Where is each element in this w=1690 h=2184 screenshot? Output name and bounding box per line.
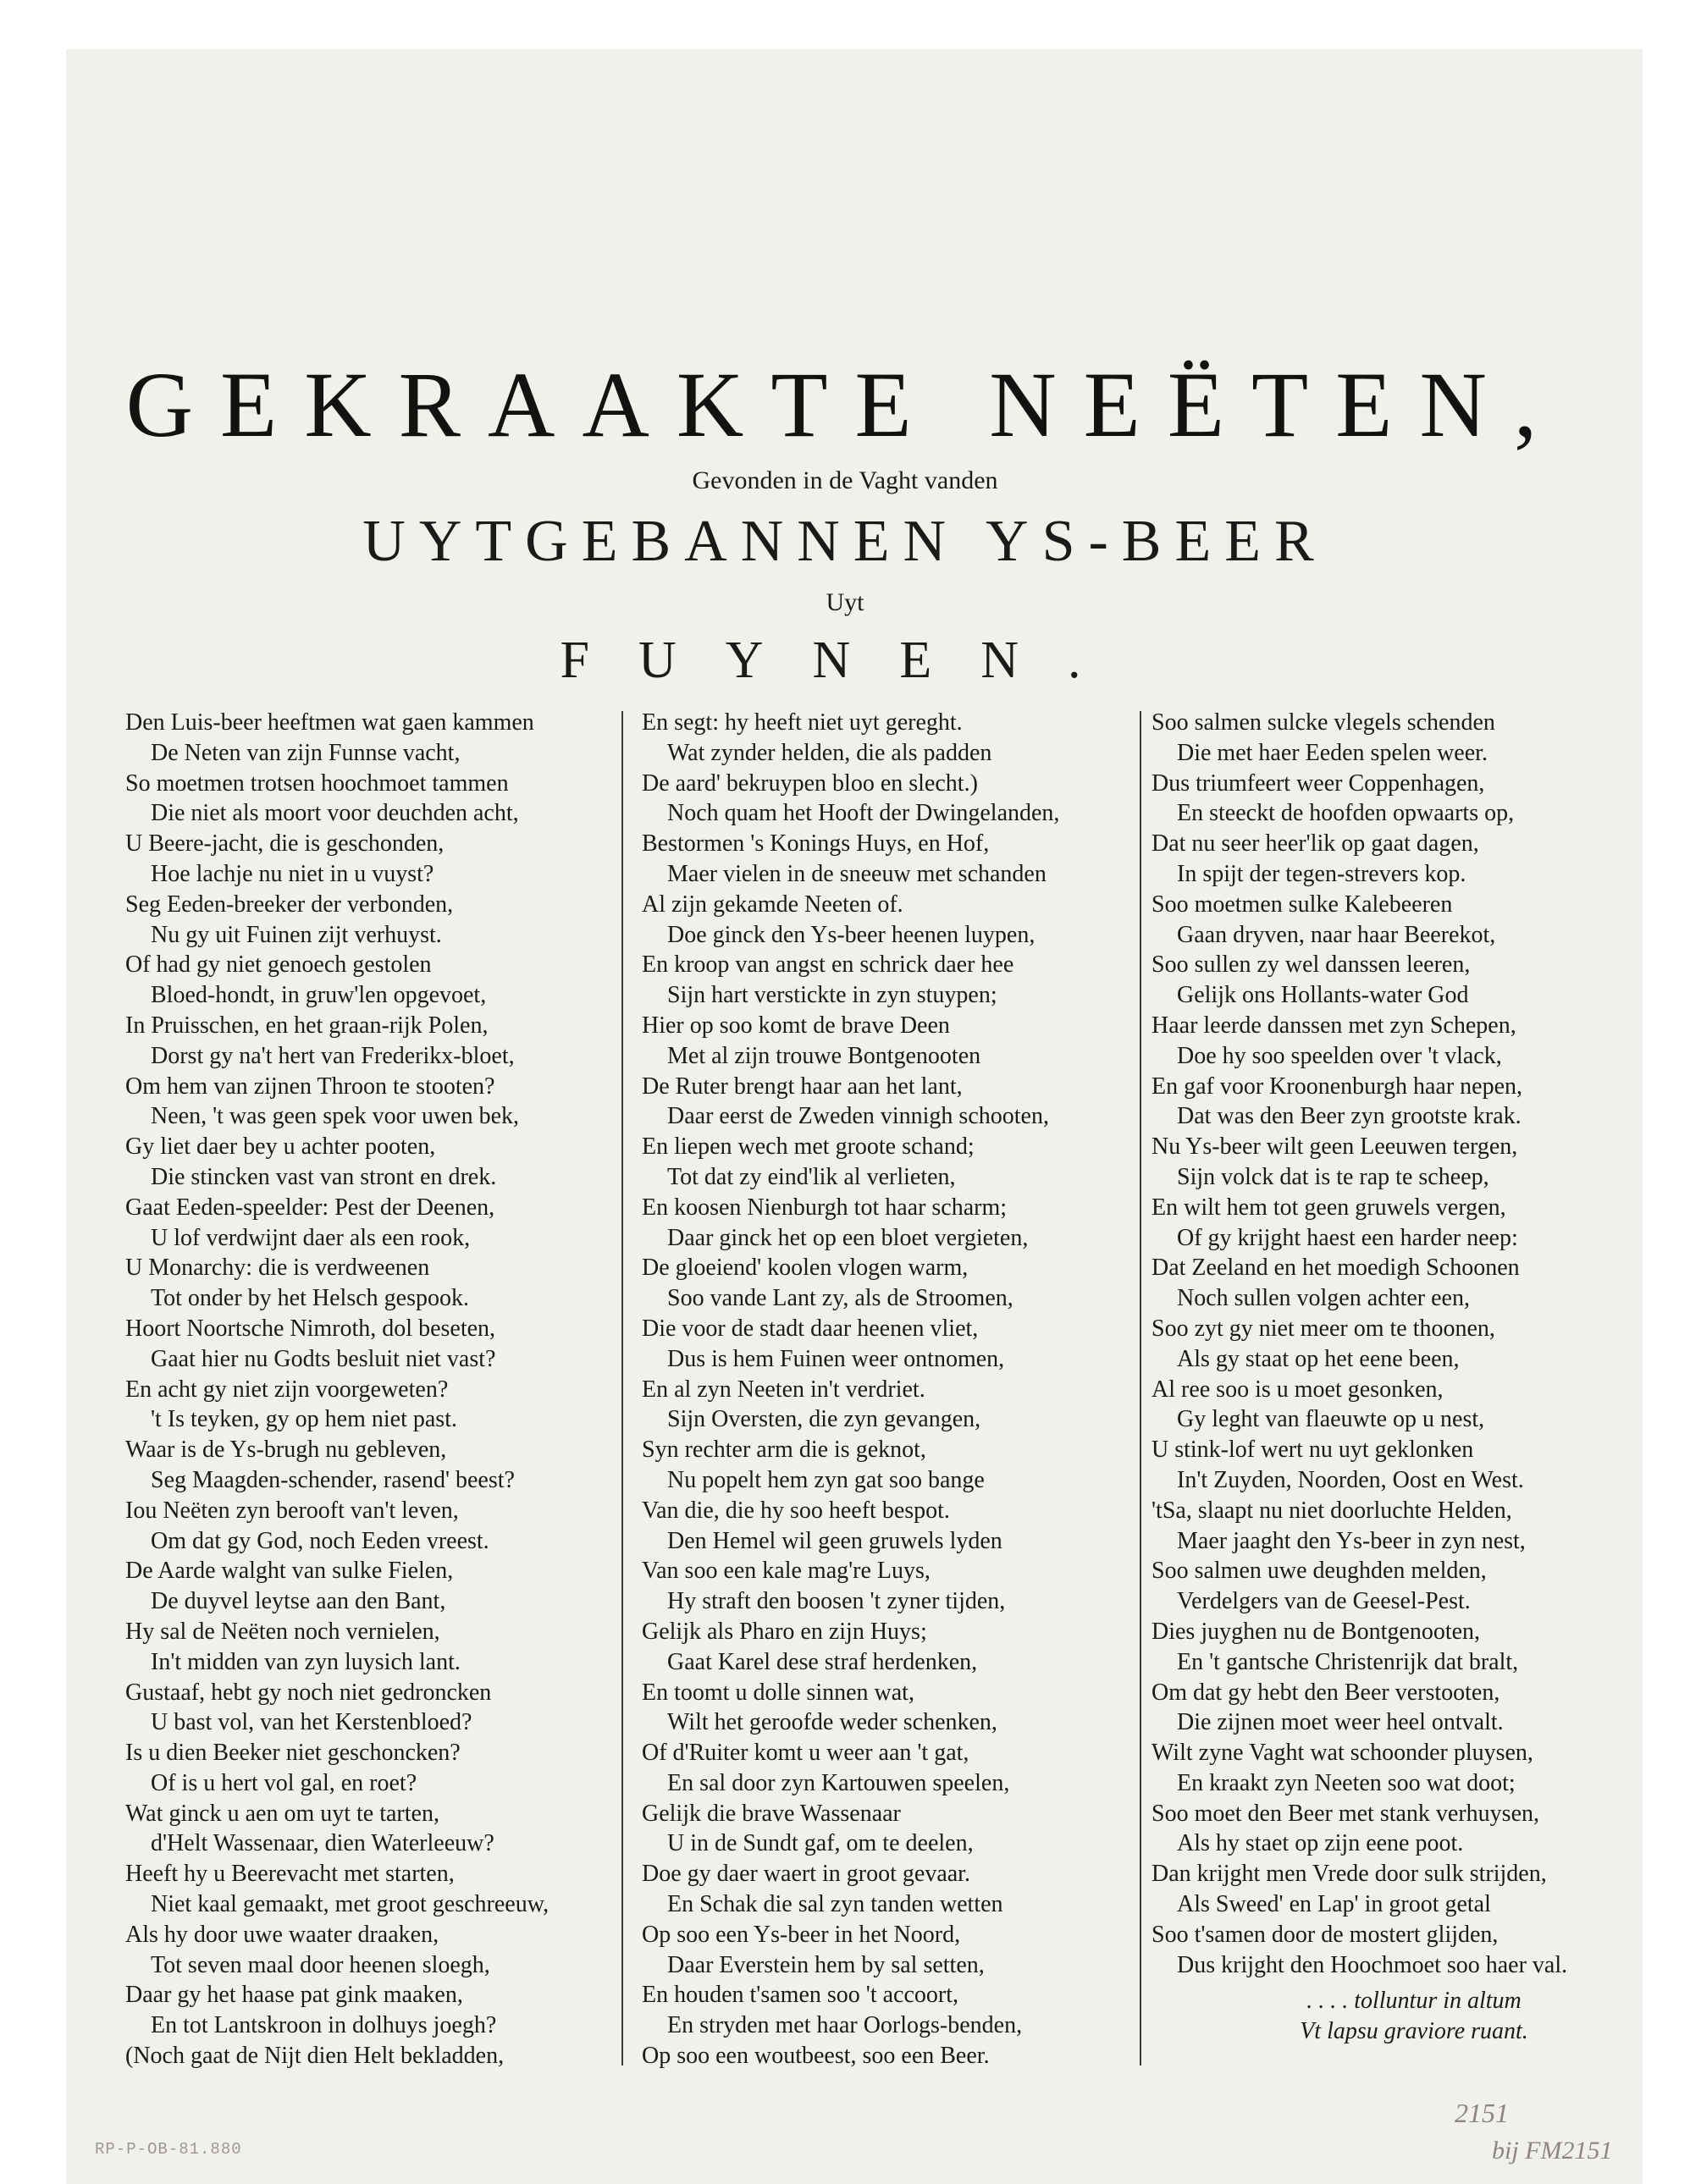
verse-line: Van soo een kale mag're Luys, [642,1558,931,1585]
verse-line: Syn rechter arm die is geknot, [642,1437,926,1464]
verse-line: Soo salmen uwe deughden melden, [1152,1558,1487,1585]
verse-line: Hoe lachje nu niet in u vuyst? [151,860,434,887]
verse-line: De Neten van zijn Funnse vacht, [151,739,461,766]
verse-line: Soo salmen sulcke vlegels schenden [1152,709,1495,736]
verse-line: U lof verdwijnt daer als een rook, [151,1224,471,1251]
verse-line: En steeckt de hoofden opwaarts op, [1177,800,1515,827]
verse-line: Die met haer Eeden spelen weer. [1177,739,1488,766]
verse-line: De gloeiend' koolen vlogen warm, [642,1255,969,1282]
verse-line: Wat ginck u aen om uyt te tarten, [125,1800,439,1827]
verse-line: En al zyn Neeten in't verdriet. [642,1376,925,1403]
verse-line: Die voor de stadt daar heenen vliet, [642,1315,979,1342]
poem-column-2 [642,708,1140,2071]
verse-line: Seg Eeden-breeker der verbonden, [125,891,454,918]
verse-line: In spijt der tegen-strevers kop. [1177,860,1466,887]
verse-line: Die niet als moort voor deuchden acht, [151,800,519,827]
verse-line: Als hy door uwe waater draaken, [125,1921,439,1948]
column-divider [621,711,623,2065]
verse-line: Daar eerst de Zweden vinnigh schooten, [667,1103,1049,1130]
verse-line: Haar leerde danssen met zyn Schepen, [1152,1012,1516,1039]
verse-line: En kraakt zyn Neeten soo wat doot; [1177,1769,1516,1796]
verse-line: In Pruisschen, en het graan-rijk Polen, [125,1012,489,1039]
verse-line: Als gy staat op het eene been, [1177,1345,1460,1372]
verse-line: Maer jaaght den Ys-beer in zyn nest, [1177,1527,1526,1554]
verse-line: En wilt hem tot geen gruwels vergen, [1152,1194,1506,1221]
verse-line: Dus triumfeert weer Coppenhagen, [1152,769,1485,797]
verse-line: Daar Everstein hem by sal setten, [667,1951,985,1978]
verse-line: En 't gantsche Christenrijk dat bralt, [1177,1648,1519,1675]
verse-line: En sal door zyn Kartouwen speelen, [667,1769,1010,1796]
verse-line: Bloed-hondt, in gruw'len opgevoet, [151,982,487,1009]
verse-line: Doe hy soo speelden over 't vlack, [1177,1042,1502,1069]
verse-line: So moetmen trotsen hoochmoet tammen [125,769,509,797]
verse-line: U Beere-jacht, die is geschonden, [125,830,445,858]
verse-line: Verdelgers van de Geesel-Pest. [1177,1588,1471,1615]
verse-line: Al ree soo is u moet gesonken, [1152,1376,1444,1403]
verse-line: Soo sullen zy wel danssen leeren, [1152,951,1471,979]
verse-line: Dan krijght men Vrede door sulk strijden, [1152,1861,1547,1888]
verse-line: Hy sal de Neëten noch vernielen, [125,1618,440,1645]
verse-line: Gustaaf, hebt gy noch niet gedroncken [125,1679,492,1706]
verse-line: En tot Lantskroon in dolhuys joegh? [151,2012,497,2039]
verse-line: Seg Maagden-schender, rasend' beest? [151,1466,515,1493]
main-title: GEKRAAKTE NEËTEN, [125,353,1565,456]
secondary-title: UYTGEBANNEN YS-BEER [362,509,1328,574]
motto-line: . . . . tolluntur in altum [1306,1988,1522,2014]
verse-line: Soo t'samen door de mostert glijden, [1152,1921,1499,1948]
verse-line: Iou Neëten zyn berooft van't leven, [125,1497,459,1524]
verse-line: Nu gy uit Fuinen zijt verhuyst. [151,921,442,948]
verse-line: En segt: hy heeft niet uyt gereght. [642,709,963,736]
verse-line: Om dat gy hebt den Beer verstooten, [1152,1679,1500,1706]
verse-line: Doe gy daer waert in groot gevaar. [642,1861,970,1888]
verse-line: U stink-lof wert nu uyt geklonken [1152,1437,1474,1464]
verse-line: Soo moet den Beer met stank verhuysen, [1152,1800,1540,1827]
verse-line: U in de Sundt gaf, om te deelen, [667,1830,974,1857]
verse-line: U Monarchy: die is verdweenen [125,1255,430,1282]
verse-line: Van die, die hy soo heeft bespot. [642,1497,950,1524]
verse-line: Gelijk die brave Wassenaar [642,1800,901,1827]
verse-line: En liepen wech met groote schand; [642,1133,975,1161]
verse-line: Of had gy niet genoech gestolen [125,951,432,979]
verse-line: En kroop van angst en schrick daer hee [642,951,1014,979]
verse-line: Gaat hier nu Godts besluit niet vast? [151,1345,496,1372]
verse-line: Nu popelt hem zyn gat soo bange [667,1466,985,1493]
verse-line: In't Zuyden, Noorden, Oost en West. [1177,1466,1524,1493]
verse-line: Tot onder by het Helsch gespook. [151,1285,469,1312]
verse-line: Gy liet daer bey u achter pooten, [125,1133,436,1161]
verse-line: Op soo een Ys-beer in het Noord, [642,1921,961,1948]
verse-line: Wat zynder helden, die als padden [667,739,992,766]
verse-line: En acht gy niet zijn voorgeweten? [125,1376,449,1403]
verse-line: Nu Ys-beer wilt geen Leeuwen tergen, [1152,1133,1518,1161]
pencil-note-number: 2151 [1455,2098,1509,2128]
verse-line: De Ruter brengt haar aan het lant, [642,1073,963,1100]
verse-line: Of is u hert vol gal, en roet? [151,1769,417,1796]
verse-line: Gy leght van flaeuwte op u nest, [1177,1406,1485,1433]
verse-line: Of d'Ruiter komt u weer aan 't gat, [642,1740,969,1767]
verse-line: Dat Zeeland en het moedigh Schoonen [1152,1255,1520,1282]
verse-line: Noch quam het Hooft der Dwingelanden, [667,800,1060,827]
verse-line: Gaan dryven, naar haar Beerekot, [1177,921,1496,948]
verse-line: Sijn hart verstickte in zyn stuypen; [667,982,997,1009]
verse-line: d'Helt Wassenaar, dien Waterleeuw? [151,1830,494,1857]
verse-line: (Noch gaat de Nijt dien Helt bekladden, [125,2043,505,2070]
verse-line: Dus is hem Fuinen weer ontnomen, [667,1345,1005,1372]
verse-line: De Aarde walght van sulke Fielen, [125,1558,454,1585]
verse-line: Om hem van zijnen Throon te stooten? [125,1073,495,1100]
verse-line: En Schak die sal zyn tanden wetten [667,1891,1003,1918]
verse-line: Dorst gy na't hert van Frederikx-bloet, [151,1042,515,1069]
verse-line: Niet kaal gemaakt, met groot geschreeuw, [151,1891,550,1918]
verse-line: 't Is teyken, gy op hem niet past. [151,1406,457,1433]
verse-line: In't midden van zyn luysich lant. [151,1648,461,1675]
verse-line: De aard' bekruypen bloo en slecht.) [642,769,978,797]
pencil-note-reference: bij FM2151 [1492,2137,1613,2165]
verse-line: Met al zijn trouwe Bontgenooten [667,1042,981,1069]
verse-line: En houden t'samen soo 't accoort, [642,1982,958,2009]
verse-line: Gelijk als Pharo en zijn Huys; [642,1618,927,1645]
verse-line: Waar is de Ys-brugh nu gebleven, [125,1437,447,1464]
verse-line: Noch sullen volgen achter een, [1177,1285,1470,1312]
verse-line: Sijn volck dat is te rap te scheep, [1177,1163,1489,1190]
verse-line: Hoort Noortsche Nimroth, dol beseten, [125,1315,496,1342]
verse-line: Soo vande Lant zy, als de Stroomen, [667,1285,1013,1312]
verse-line: Hy straft den boosen 't zyner tijden, [667,1588,1006,1615]
verse-line: 'tSa, slaapt nu niet doorluchte Helden, [1152,1497,1512,1524]
verse-line: Is u dien Beeker niet geschoncken? [125,1740,461,1767]
verse-line: En toomt u dolle sinnen wat, [642,1679,914,1706]
verse-line: Dat nu seer heer'lik op gaat dagen, [1152,830,1479,858]
verse-line: En koosen Nienburgh tot haar scharm; [642,1194,1008,1221]
verse-line: Neen, 't was geen spek voor uwen bek, [151,1103,520,1130]
verse-line: Maer vielen in de sneeuw met schanden [667,860,1047,887]
verse-line: Al zijn gekamde Neeten of. [642,891,903,918]
verse-line: U bast vol, van het Kerstenbloed? [151,1709,472,1736]
verse-line: Wilt zyne Vaght wat schoonder pluysen, [1152,1740,1533,1767]
verse-line: En gaf voor Kroonenburgh haar nepen, [1152,1073,1523,1100]
verse-line: De duyvel leytse aan den Bant, [151,1588,446,1615]
verse-line: Tot dat zy eind'lik al verlieten, [667,1163,956,1190]
verse-line: En stryden met haar Oorlogs-benden, [667,2012,1023,2039]
verse-line: Sijn Oversten, die zyn gevangen, [667,1406,981,1433]
verse-line: Om dat gy God, noch Eeden vreest. [151,1527,489,1554]
latin-motto [1270,1986,1558,2047]
verse-line: Tot seven maal door heenen sloegh, [151,1951,490,1978]
poem-column-1 [125,708,633,2071]
motto-line: Vt lapsu graviore ruant. [1300,2018,1528,2044]
inventory-number: RP-P-OB-81.880 [95,2140,242,2159]
verse-line: Den Hemel wil geen gruwels lyden [667,1527,1002,1554]
subtitle-from: Uyt [826,588,864,616]
verse-line: Op soo een woutbeest, soo een Beer. [642,2043,990,2070]
verse-line: Gaat Eeden-speelder: Pest der Deenen, [125,1194,495,1221]
verse-line: Soo moetmen sulke Kalebeeren [1152,891,1453,918]
verse-line: Soo zyt gy niet meer om te thoonen, [1152,1315,1495,1342]
poem-column-3 [1152,708,1592,1980]
verse-line: Of gy krijght haest een harder neep: [1177,1224,1518,1251]
verse-line: Die stincken vast van stront en drek. [151,1163,497,1190]
column-divider [1140,711,1141,2065]
verse-line: Daar gy het haase pat gink maaken, [125,1982,463,2009]
verse-line: Den Luis-beer heeftmen wat gaen kammen [125,709,534,736]
verse-line: Gelijk ons Hollants-water God [1177,982,1469,1009]
verse-line: Hier op soo komt de brave Deen [642,1012,950,1039]
verse-line: Dat was den Beer zyn grootste krak. [1177,1103,1522,1130]
place-title: FUYNEN. [560,631,1130,689]
verse-line: Gaat Karel dese straf herdenken, [667,1648,978,1675]
verse-line: Dies juyghen nu de Bontgenooten, [1152,1618,1481,1645]
verse-line: Wilt het geroofde weder schenken, [667,1709,997,1736]
verse-line: Bestormen 's Konings Huys, en Hof, [642,830,990,858]
verse-line: Daar ginck het op een bloet vergieten, [667,1224,1029,1251]
verse-line: Als Sweed' en Lap' in groot getal [1177,1891,1491,1918]
verse-line: Dus krijght den Hoochmoet soo haer val. [1177,1951,1568,1978]
verse-line: Heeft hy u Beerevacht met starten, [125,1861,455,1888]
verse-line: Als hy staet op zijn eene poot. [1177,1830,1464,1857]
verse-line: Die zijnen moet weer heel ontvalt. [1177,1709,1504,1736]
subtitle-found: Gevonden in de Vaght vanden [692,466,998,494]
verse-line: Doe ginck den Ys-beer heenen luypen, [667,921,1036,948]
